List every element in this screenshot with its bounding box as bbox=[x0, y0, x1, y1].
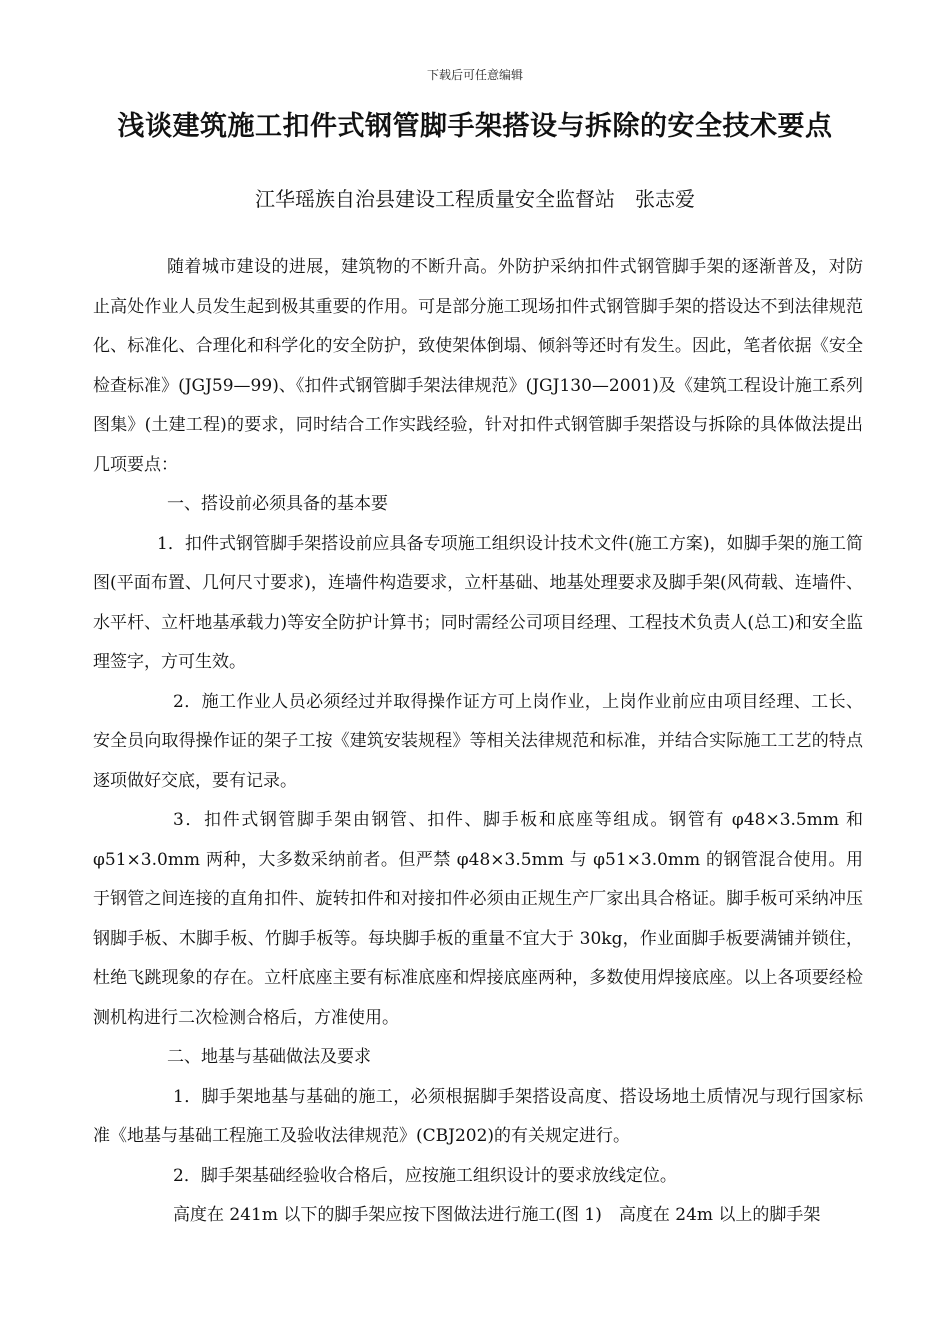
document-body bbox=[93, 248, 863, 1236]
paragraph-1-3: 3．扣件式钢管脚手架由钢管、扣件、脚手板和底座等组成。钢管有 φ48×3.5mm 和 φ51×3.0mm 两种，大多数采纳前者。但严禁 φ48×3.5mm 与 φ51×3.0mm 的钢管混合使用。用于钢管之间连接的直角扣件、旋转扣件和对接扣件必须由正规生产厂家出具合格证。脚手板可采纳冲压钢脚手板、木脚手板、竹脚手板等。每块脚手板的重量不宜大于 30kg，作业面脚手板要满铺并锁住，杜绝飞跳现象的存在。立杆底座主要有标准底座和焊接底座两种，多数使用焊接底座。以上各项要经检测机构进行二次检测合格后，方准使用。 bbox=[93, 810, 863, 1028]
paragraph-2-3: 高度在 241m 以下的脚手架应按下图做法进行施工(图 1) 高度在 24m 以上的脚手架 bbox=[173, 1205, 821, 1225]
author-line: 江华瑶族自治县建设工程质量安全监督站 张志爱 bbox=[255, 187, 695, 211]
paragraph-1-2: 2．施工作业人员必须经过并取得操作证方可上岗作业，上岗作业前应由项目经理、工长、安全员向取得操作证的架子工按《建筑安装规程》等相关法律规范和标准，并结合实际施工工艺的特点逐项做好交底，要有记录。 bbox=[93, 691, 863, 791]
section-heading-1: 一、搭设前必须具备的基本要 bbox=[167, 494, 388, 514]
paragraph-2-2: 2．脚手架基础经验收合格后，应按施工组织设计的要求放线定位。 bbox=[173, 1165, 677, 1186]
document-title: 浅谈建筑施工扣件式钢管脚手架搭设与拆除的安全技术要点 bbox=[117, 111, 833, 142]
paragraph-1-1: 1．扣件式钢管脚手架搭设前应具备专项施工组织设计技术文件(施工方案)，如脚手架的施工简图(平面布置、几何尺寸要求)，连墙件构造要求，立杆基础、地基处理要求及脚手架(风荷载、连墙件、水平杆、立杆地基承载力)等安全防护计算书；同时需经公司项目经理、工程技术负责人(总工)和安全监理签字，方可生效。 bbox=[93, 533, 863, 672]
header-note: 下载后可任意编辑 bbox=[426, 68, 523, 82]
section-heading-2: 二、地基与基础做法及要求 bbox=[167, 1047, 371, 1067]
intro-paragraph: 随着城市建设的进展，建筑物的不断升高。外防护采纳扣件式钢管脚手架的逐渐普及，对防止高处作业人员发生起到极其重要的作用。可是部分施工现场扣件式钢管脚手架的搭设达不到法律规范化、标准化、合理化和科学化的安全防护，致使架体倒塌、倾斜等还时有发生。因此，笔者依据《安全检查标准》(JGJ59—99)、《扣件式钢管脚手架法律规范》(JGJ130—2001)及《建筑工程设计施工系列图集》(土建工程)的要求，同时结合工作实践经验，针对扣件式钢管脚手架搭设与拆除的具体做法提出几项要点： bbox=[93, 257, 863, 475]
paragraph-2-1: 1．脚手架地基与基础的施工，必须根据脚手架搭设高度、搭设场地土质情况与现行国家标准《地基与基础工程施工及验收法律规范》(CBJ202)的有关规定进行。 bbox=[93, 1086, 863, 1146]
